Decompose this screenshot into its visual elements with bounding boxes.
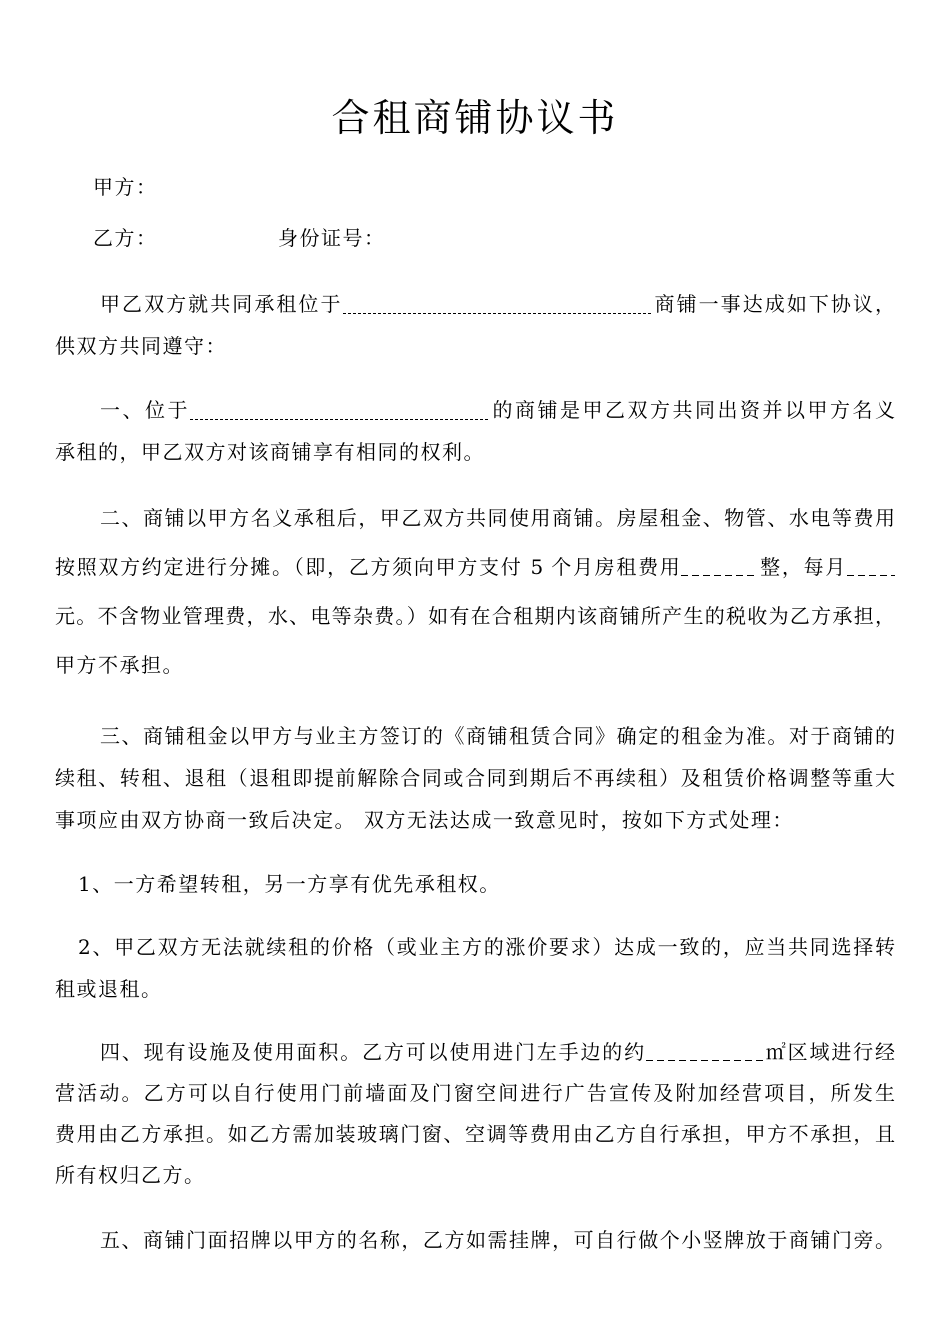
clause-3-line-1: 三、商铺租金以甲方与业主方签订的《商铺租赁合同》确定的租金为准。对于商铺的 (100, 724, 895, 748)
clause-2-paragraph (55, 494, 895, 690)
area-blank (646, 1043, 764, 1061)
clause-4-line-4: 所有权归乙方。 (55, 1163, 206, 1187)
clause-5-line-1: 五、商铺门面招牌以甲方的名称，乙方如需挂牌，可自行做个小竖牌放于商铺门旁。 (100, 1228, 895, 1252)
clause-2-line-4: 甲方不承担。 (55, 653, 184, 677)
clause-1-line-2: 承租的，甲乙双方对该商铺享有相同的权利。 (55, 440, 485, 464)
clause-3-item-2 (55, 926, 895, 1010)
clause-3-item-1-line-1: 1、一方希望转租，另一方享有优先承租权。 (78, 872, 501, 896)
clause-2-text-before-blank: 按照双方约定进行分摊。（即，乙方须向甲方支付 5 个月房租费用 (55, 555, 682, 579)
intro-line-1 (55, 283, 895, 325)
id-number-label: 身份证号： (278, 226, 386, 250)
intro-paragraph (55, 283, 895, 367)
clause-4-line-1 (55, 1032, 895, 1073)
intro-line-2: 供双方共同遵守： (55, 334, 227, 358)
clause-1-paragraph (55, 389, 895, 473)
clause-3-item-2-line-2: 租或退租。 (55, 977, 163, 1001)
clause-4-line-2: 营活动。乙方可以自行使用门前墙面及门窗空间进行广告宣传及附加经营项目，所发生 (55, 1081, 895, 1105)
clause-2-text-between-blanks: 整，每月 (758, 555, 847, 579)
party-b-label: 乙方： (93, 226, 158, 250)
document-title: 合租商铺协议书 (331, 96, 619, 140)
clause-3-line-3: 事项应由双方协商一致后决定。 双方无法达成一致意见时，按如下方式处理： (55, 808, 794, 832)
clause-3-item-2-line-1: 2、甲乙双方无法就续租的价格（或业主方的涨价要求）达成一致的，应当共同选择转 (78, 935, 895, 959)
rent-amount-blank (681, 558, 758, 576)
party-a-label: 甲方： (93, 175, 158, 199)
clause-3-item-1 (55, 863, 895, 905)
clause-4-line-3: 费用由乙方承担。如乙方需加装玻璃门窗、空调等费用由乙方自行承担，甲方不承担，且 (55, 1122, 895, 1146)
clause-2-line-2 (55, 543, 895, 592)
shop-location-blank (190, 402, 490, 420)
clause-1-text-after-blank: 的商铺是甲乙双方共同出资并以甲方名义 (490, 398, 895, 422)
clause-4-text-before-blank: 四、现有设施及使用面积。乙方可以使用进门左手边的约 (100, 1040, 646, 1064)
clause-4-text-after-blank: ㎡区域进行经 (763, 1040, 896, 1064)
clause-5-paragraph (55, 1219, 895, 1261)
intro-text-before-blank: 甲乙双方就共同承租位于 (100, 292, 343, 316)
monthly-amount-blank (847, 558, 895, 576)
clause-1-line-1 (55, 389, 895, 431)
intro-text-after-blank: 商铺一事达成如下协议， (652, 292, 895, 316)
shop-address-blank (343, 296, 653, 314)
clause-2-line-3: 元。不含物业管理费，水、电等杂费。）如有在合租期内该商铺所产生的税收为乙方承担， (55, 604, 895, 628)
clause-3-paragraph (55, 715, 895, 841)
clause-4-paragraph (55, 1032, 895, 1196)
clause-1-text-before-blank: 一、位于 (100, 398, 190, 422)
clause-3-line-2: 续租、转租、退租（退租即提前解除合同或合同到期后不再续租）及租赁价格调整等重大 (55, 766, 895, 790)
clause-2-line-1: 二、商铺以甲方名义承租后，甲乙双方共同使用商铺。房屋租金、物管、水电等费用 (100, 506, 895, 530)
